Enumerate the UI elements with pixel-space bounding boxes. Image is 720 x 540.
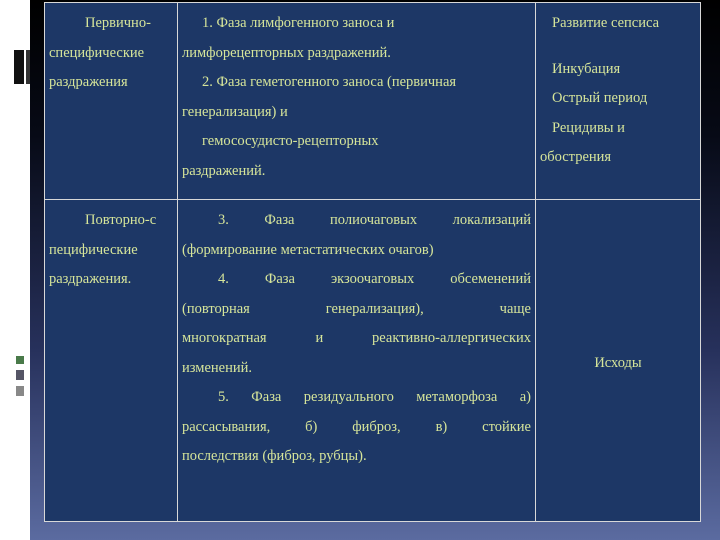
cell-text: последствия (фиброз, рубцы). xyxy=(182,448,367,464)
cell-text: Острый период xyxy=(552,90,648,106)
table-cell-phases-3-5 xyxy=(178,200,536,522)
stages-table xyxy=(44,2,701,522)
cell-text: (повторная генерализация), чаще xyxy=(182,300,531,317)
cell-text: гемососудисто-рецепторных xyxy=(202,133,379,149)
decor-bar-gray xyxy=(26,50,30,84)
table-cell-sepsis-development xyxy=(536,3,701,200)
table-row xyxy=(45,3,701,200)
decor-square-green xyxy=(16,356,24,364)
cell-text: Исходы xyxy=(594,354,642,371)
cell-text: 5. Фаза резидуального метаморфоза а) xyxy=(218,389,531,405)
cell-text: лимфорецепторных раздражений. xyxy=(182,44,391,61)
cell-text: Первично- xyxy=(85,15,151,31)
cell-text: 2. Фаза геметогенного заноса (первичная xyxy=(202,74,457,90)
cell-text: многократная и реактивно-аллергических xyxy=(182,330,531,346)
table-cell-phases-1-2 xyxy=(178,3,536,200)
cell-text: раздражения xyxy=(49,74,128,90)
cell-text: раздражения. xyxy=(49,271,132,287)
cell-text: 4. Фаза экзоочаговых обсеменений xyxy=(218,271,531,287)
decor-square-slate xyxy=(16,370,24,380)
cell-text: специфические xyxy=(49,44,145,61)
decor-square-gray xyxy=(16,386,24,396)
decor-bar-dark xyxy=(14,50,24,84)
cell-text: Повторно-с xyxy=(85,212,157,228)
cell-text: 1. Фаза лимфогенного заноса и xyxy=(202,15,395,31)
cell-text: генерализация) и xyxy=(182,103,288,120)
cell-text: Инкубация xyxy=(552,60,621,77)
cell-text: обострения xyxy=(540,149,612,165)
cell-spacer xyxy=(540,39,696,55)
cell-text: Развитие сепсиса xyxy=(552,15,660,31)
cell-text: (формирование метастатических очагов) xyxy=(182,241,434,258)
cell-text: 3. Фаза полиочаговых локализаций xyxy=(218,212,531,228)
cell-text: рассасывания, б) фиброз, в) стойкие xyxy=(182,418,531,435)
table-row xyxy=(45,200,701,522)
cell-text: пецифические xyxy=(49,241,138,258)
cell-text: Рецидивы и xyxy=(552,119,625,136)
cell-text: раздражений. xyxy=(182,162,266,179)
table-cell-outcomes xyxy=(536,200,701,522)
cell-text: изменений. xyxy=(182,359,252,376)
table-cell-primary-irritations xyxy=(45,3,178,200)
table-cell-repeated-irritations xyxy=(45,200,178,522)
